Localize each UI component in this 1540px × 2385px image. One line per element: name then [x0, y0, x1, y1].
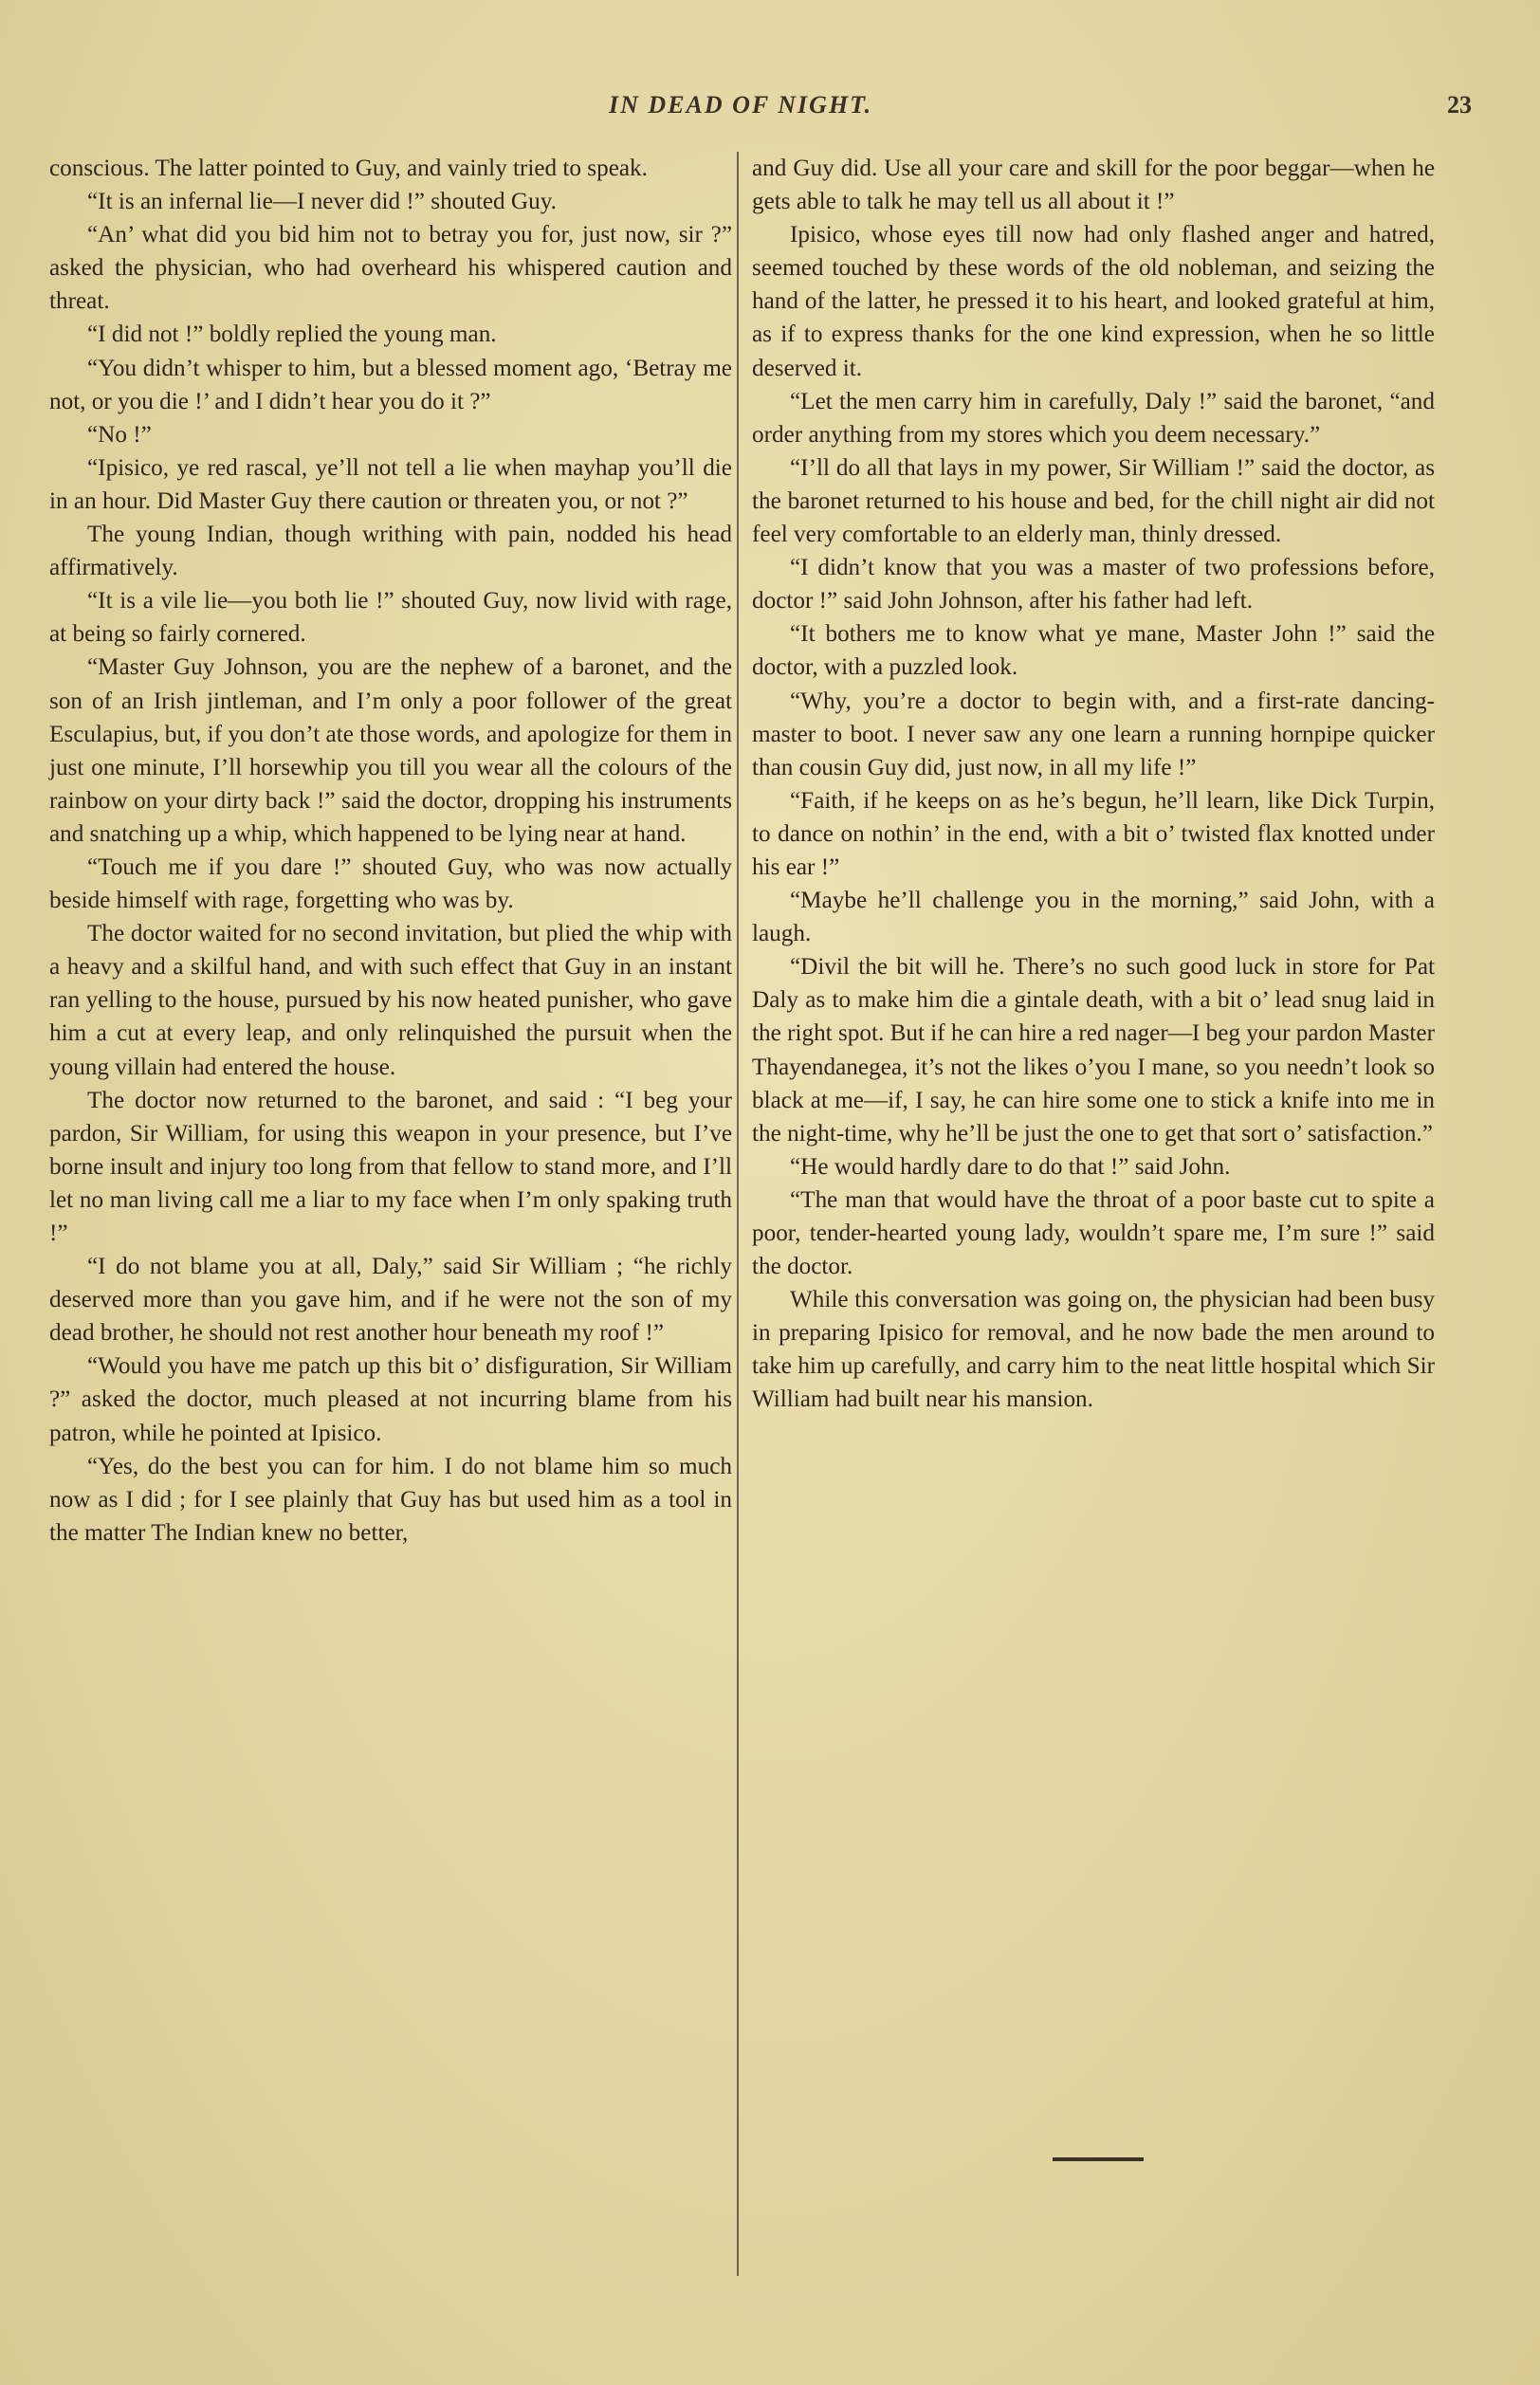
paragraph: “Ipisico, ye red rascal, ye’ll not tell a lie when mayhap you’ll die in an hour. Did Master Guy there caution or threaten you, or not ?” [49, 454, 732, 514]
section-end-rule [1053, 2157, 1144, 2161]
paragraph: “The man that would have the throat of a poor baste cut to spite a poor, tender-hearted young lady, wouldn’t spare me, I’m sure !” said the doctor. [752, 1186, 1435, 1280]
paragraph: “Why, you’re a doctor to begin with, and a first-rate dancing-master to boot. I never saw any one learn a running hornpipe quicker than cousin Guy did, just now, in all my life !” [752, 688, 1435, 780]
paragraph: “I do not blame you at all, Daly,” said Sir William ; “he richly deserved more than you gave him, and if he were not the son of my dead brother, he should not rest another hour beneath my roof !” [49, 1254, 732, 1347]
paragraph: “Touch me if you dare !” shouted Guy, who was now actually beside himself with rage, forgetting who was by. [49, 853, 732, 914]
paragraph: The doctor now returned to the baronet, and said : “I beg your pardon, Sir William, for using this weapon in your presence, but I’ve borne insult and injury too long from that fellow to stand more, and I’ll let no man living call me a liar to my face when I’m only spaking truth !” [49, 1087, 732, 1246]
running-title: IN DEAD OF NIGHT. [609, 91, 873, 119]
paragraph: “You didn’t whisper to him, but a blessed moment ago, ‘Betray me not, or you die !’ and I didn’t hear you do it ?” [49, 355, 732, 414]
paragraph: “Let the men carry him in carefully, Daly !” said the baronet, “and order anything from my stores which you deem necessary.” [752, 388, 1435, 448]
paragraph: “I did not !” boldly replied the young man. [87, 321, 497, 348]
right-column [752, 152, 1435, 1417]
paragraph: “Faith, if he keeps on as he’s begun, he’ll learn, like Dick Turpin, to dance on nothin’ in the end, with a bit o’ twisted flax knotted under his ear !” [752, 787, 1435, 880]
page-number: 23 [1447, 91, 1472, 119]
page-header [49, 91, 1500, 129]
paragraph: “Would you have me patch up this bit o’ disfiguration, Sir William ?” asked the doctor, much pleased at not incurring blame from his patron, while he pointed at Ipisico. [49, 1353, 732, 1446]
paragraph: conscious. The latter pointed to Guy, and vainly tried to speak. [49, 156, 648, 181]
paragraph: “It is a vile lie—you both lie !” shouted Guy, now livid with rage, at being so fairly cornered. [49, 588, 732, 648]
paragraph: and Guy did. Use all your care and skill for the poor beggar—when he gets able to talk he may tell us all about it !” [752, 156, 1435, 215]
paragraph: “Yes, do the best you can for him. I do not blame him so much now as I did ; for I see plainly that Guy has but used him as a tool in the matter The Indian knew no better, [49, 1453, 732, 1546]
paragraph: “It bothers me to know what ye mane, Master John !” said the doctor, with a puzzled look. [752, 621, 1435, 681]
paragraph: “I didn’t know that you was a master of two professions before, doctor !” said John Johnson, after his father had left. [752, 555, 1435, 615]
column-divider [737, 152, 739, 2276]
paragraph: “He would hardly dare to do that !” said John. [790, 1153, 1231, 1180]
paragraph: “Divil the bit will he. There’s no such good luck in store for Pat Daly as to make him die a gintale death, with a bit o’ lead snug laid in the right spot. But if he can hire a red nager—I beg your pardon Master Thayendanegea, it’s not the likes o’you I mane, so you needn’t look so black at me—if, I say, he can hire some one to stick a knife into me in the night-time, why he’ll be just the one to get that sort o’ satisfaction.” [752, 954, 1435, 1147]
paragraph: “Maybe he’ll challenge you in the morning,” said John, with a laugh. [752, 888, 1435, 947]
paragraph: “I’ll do all that lays in my power, Sir William !” said the doctor, as the baronet returned to his house and bed, for the chill night air did not feel very comfortable to an elderly man, thinly dressed. [752, 454, 1435, 548]
paragraph: “Master Guy Johnson, you are the nephew of a baronet, and the son of an Irish jintleman, and I’m only a poor follower of the great Esculapius, but, if you don’t ate those words, and apologize for them in just one minute, I’ll horsewhip you till you wear all the colours of the rainbow on your dirty back !” said the doctor, dropping his instruments and snatching up a whip, which happened to be lying near at hand. [49, 654, 732, 847]
paragraph: “No !” [87, 421, 152, 448]
paragraph: The doctor waited for no second invitation, but plied the whip with a heavy and a skilful hand, and with such effect that Guy in an instant ran yelling to the house, pursued by his now heated punisher, who gave him a cut at every leap, and only relinquished the pursuit when the young villain had entered the house. [49, 921, 732, 1080]
paragraph: The young Indian, though writhing with pain, nodded his head affirmatively. [49, 522, 732, 581]
paragraph: Ipisico, whose eyes till now had only flashed anger and hatred, seemed touched by these words of the old nobleman, and seizing the hand of the latter, he pressed it to his heart, and looked grateful at him, as if to express thanks for the one kind expression, when he so little deserved it. [752, 222, 1435, 381]
paragraph: “It is an infernal lie—I never did !” shouted Guy. [87, 189, 557, 215]
paragraph: “An’ what did you bid him not to betray you for, just now, sir ?” asked the physician, who had overheard his whispered caution and threat. [49, 222, 732, 315]
paragraph: While this conversation was going on, the physician had been busy in preparing Ipisico for removal, and he now bade the men around to take him up carefully, and carry him to the neat little hospital which Sir William had built near his mansion. [752, 1287, 1435, 1413]
left-column [49, 152, 732, 1550]
